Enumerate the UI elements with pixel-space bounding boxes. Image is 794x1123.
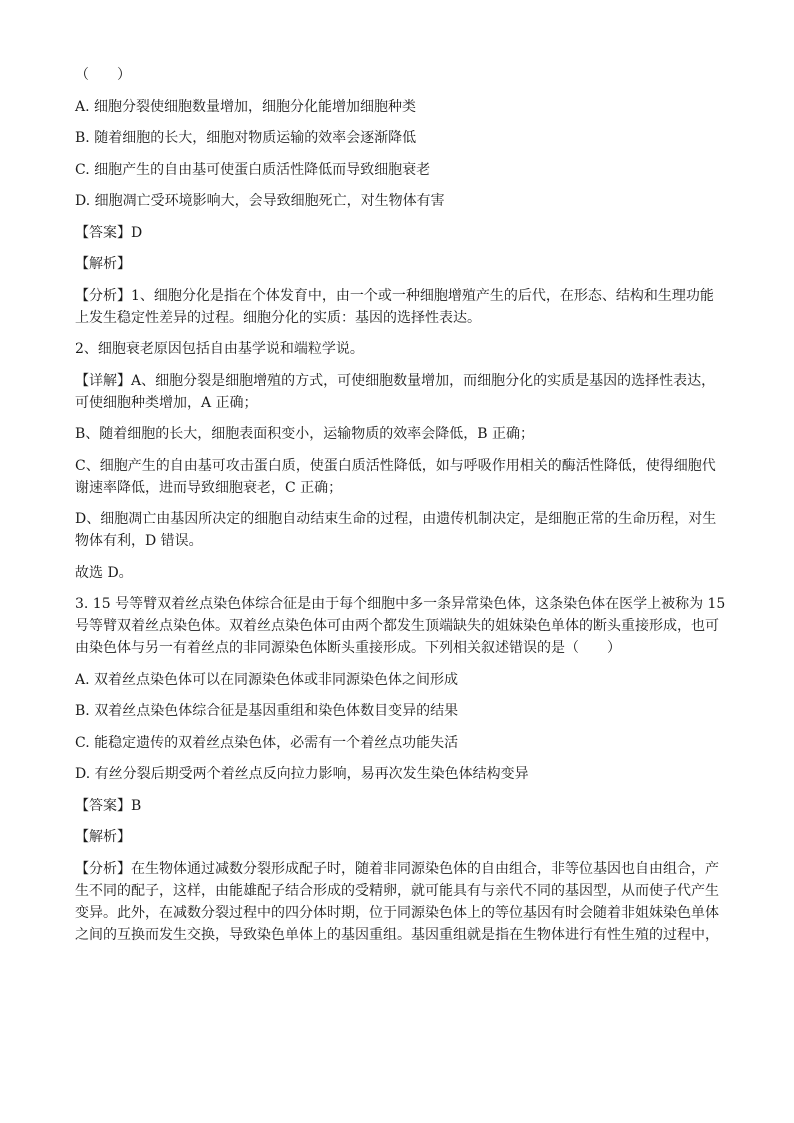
q3-stem-line-2: 号等臂双着丝点染色体。双着丝点染色体可由两个都发生顶端缺失的姐妹染色单体的断头重接形成，也可 xyxy=(75,618,719,634)
q2-point-2: 2、细胞衰老原因包括自由基学说和端粒学说。 xyxy=(75,341,364,357)
q3-fenxi-line-2: 生不同的配子，这样，由能雄配子结合形成的受精卵，就可能具有与亲代不同的基因型，从而使子代产生 xyxy=(75,882,719,899)
q2-detail-c-line-1: C、细胞产生的自由基可攻击蛋白质，使蛋白质活性降低，如与呼吸作用相关的酶活性降低，使得细胞代 xyxy=(75,457,716,474)
q3-stem-line-1: 3. 15 号等臂双着丝点染色体综合征是由于每个细胞中多一条异常染色体，这条染色体在医学上被称为 15 xyxy=(75,596,726,612)
q3-fenxi-line-1: 【分析】在生物体通过减数分裂形成配子时，随着非同源染色体的自由组合，非等位基因也自由组合，产 xyxy=(75,860,719,877)
q2-detail-a-line-1: 【详解】A、细胞分裂是细胞增殖的方式，可使细胞数量增加，而细胞分化的实质是基因的选择性表达， xyxy=(75,372,716,389)
q2-detail-d-line-2: 物体有利，D 错误。 xyxy=(75,533,203,549)
q2-detail-a-line-2: 可使细胞种类增加，A 正确； xyxy=(75,394,258,411)
q3-option-b: B. 双着丝点染色体综合征是基因重组和染色体数目变异的结果 xyxy=(75,703,459,719)
q3-option-a: A. 双着丝点染色体可以在同源染色体或非同源染色体之间形成 xyxy=(75,671,459,688)
document-content xyxy=(75,64,725,946)
q3-answer: 【答案】B xyxy=(75,797,142,814)
q2-option-a: A. 细胞分裂使细胞数量增加，细胞分化能增加细胞种类 xyxy=(75,98,417,115)
q3-fenxi-line-3: 变异。此外，在减数分裂过程中的四分体时期，位于同源染色体上的等位基因有时会随着非姐妹染色单体 xyxy=(75,904,719,921)
q3-stem-line-3: 由染色体与另一有着丝点的非同源染色体断头重接形成。下列相关叙述错误的是（ ） xyxy=(75,640,621,656)
q3-option-c: C. 能稳定遗传的双着丝点染色体，必需有一个着丝点功能失活 xyxy=(75,734,459,751)
q2-option-c: C. 细胞产生的自由基可使蛋白质活性降低而导致细胞衰老 xyxy=(75,161,431,178)
q2-option-b: B. 随着细胞的长大，细胞对物质运输的效率会逐渐降低 xyxy=(75,130,417,146)
q2-fenxi-line-2: 上发生稳定性差异的过程。细胞分化的实质：基因的选择性表达。 xyxy=(75,309,481,326)
q2-detail-b: B、随着细胞的长大，细胞表面积变小，运输物质的效率会降低，B 正确； xyxy=(75,426,535,442)
q2-answer: 【答案】D xyxy=(75,224,143,241)
q2-stem-end: （ ） xyxy=(75,67,131,83)
q2-detail-c-line-2: 谢速率降低，进而导致细胞衰老，C 正确； xyxy=(75,479,343,496)
q2-option-d: D. 细胞凋亡受环境影响大，会导致细胞死亡，对生物体有害 xyxy=(75,193,445,209)
q2-fenxi-line-1: 【分析】1、细胞分化是指在个体发育中，由一个或一种细胞增殖产生的后代，在形态、结构和生理功能 xyxy=(75,287,714,304)
q3-fenxi-line-4: 之间的互换而发生交换，导致染色单体上的基因重组。基因重组就是指在生物体进行有性生殖的过程中， xyxy=(75,926,719,943)
q2-analysis-heading: 【解析】 xyxy=(75,256,131,272)
q2-detail-d-line-1: D、细胞凋亡由基因所决定的细胞自动结束生命的过程，由遗传机制决定，是细胞正常的生命历程，对生 xyxy=(75,511,717,527)
q3-analysis-heading: 【解析】 xyxy=(75,829,131,845)
q3-option-d: D. 有丝分裂后期受两个着丝点反向拉力影响，易再次发生染色体结构变异 xyxy=(75,766,529,782)
q2-conclusion: 故选 D。 xyxy=(75,564,133,581)
